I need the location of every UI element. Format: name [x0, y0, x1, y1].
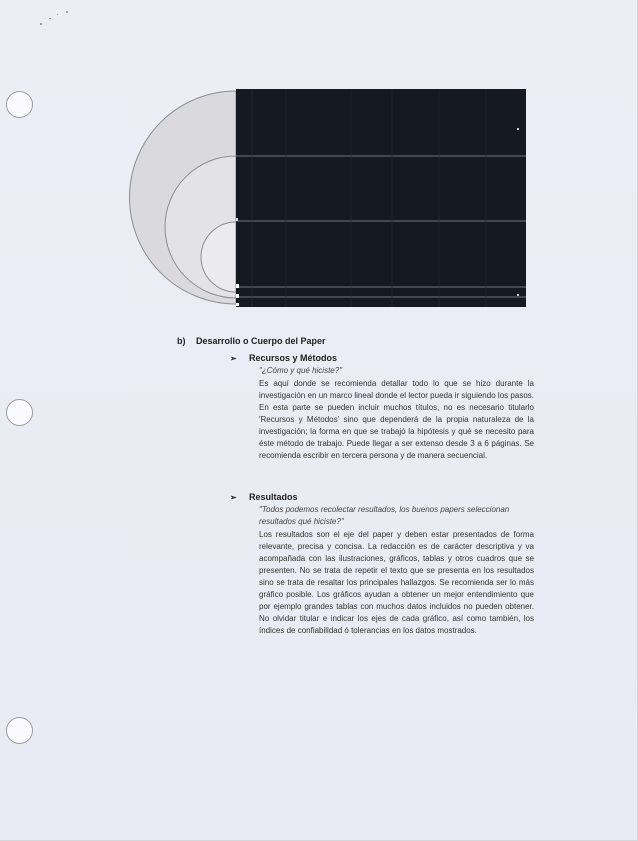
panel-marker: [236, 303, 239, 306]
section-heading: [177, 336, 326, 346]
section-title: Desarrollo o Cuerpo del Paper: [196, 336, 326, 346]
arrow-bullet-icon: ➢: [230, 493, 237, 502]
subsection-resultados: [230, 491, 534, 637]
subsection-quote: "¿Cómo y qué hiciste?": [259, 366, 343, 375]
section-letter: b): [177, 336, 186, 346]
panel-marker: [236, 284, 239, 288]
subsection-title: Recursos y Métodos: [249, 353, 338, 363]
subsection-recursos-metodos: [230, 352, 534, 462]
panel-dot: [517, 294, 519, 296]
subsection-title-row: [232, 352, 530, 364]
subsection-body: [259, 365, 534, 462]
subsection-title-row: [232, 491, 530, 503]
panel-marker: [236, 294, 239, 298]
panel-marker: [236, 218, 238, 221]
subsection-body: [259, 504, 534, 637]
dark-panel: [236, 89, 526, 307]
panel-dot: [517, 128, 519, 130]
subsection-paragraph: Los resultados son el eje del paper y deben estar presentados de forma relevante, precisa y concisa. La redacción es de carácter descriptiva y va acompañada con las ilustraciones, gráficos, tablas y otros cuadros que se presenten. No se trata de repetir el texto que se presenta en los resultados sino se trata de resaltar los principales hallazgos. Se recomienda ser lo más gráfico posible. Los gráficos ayudan a obtener un mejor entendimiento que por ejemplo grandes tablas con muchos datos incluidos no pueden obtener. No olvidar titular e indicar los ejes de cada gráfico, así como también, los índices de confiabilidad ó tolerancias en los datos mostrados.: [259, 530, 534, 635]
subsection-title: Resultados: [249, 492, 298, 502]
arrow-bullet-icon: ➢: [230, 354, 237, 363]
subsection-quote: "Todos podemos recolectar resultados, los buenos papers seleccionan resultados qué hiciste?": [259, 505, 510, 526]
subsection-paragraph: Es aquí donde se recomienda detallar todo lo que se hizo durante la investigación en un marco lineal donde el lector pueda ir siguiendo los pasos. En esta parte se pueden incluir muchos títulos, no es necesario titularlo 'Recursos y Métodos' sino que dependerá de la propia naturaleza de la investigación; la forma en que se trabajó la hipótesis y qué se necesito para éste método de trabajo. Puede llegar a ser extenso desde 3 a 6 páginas. Se recomienda escribir en tercera persona y de manera secuencial.: [259, 379, 534, 460]
